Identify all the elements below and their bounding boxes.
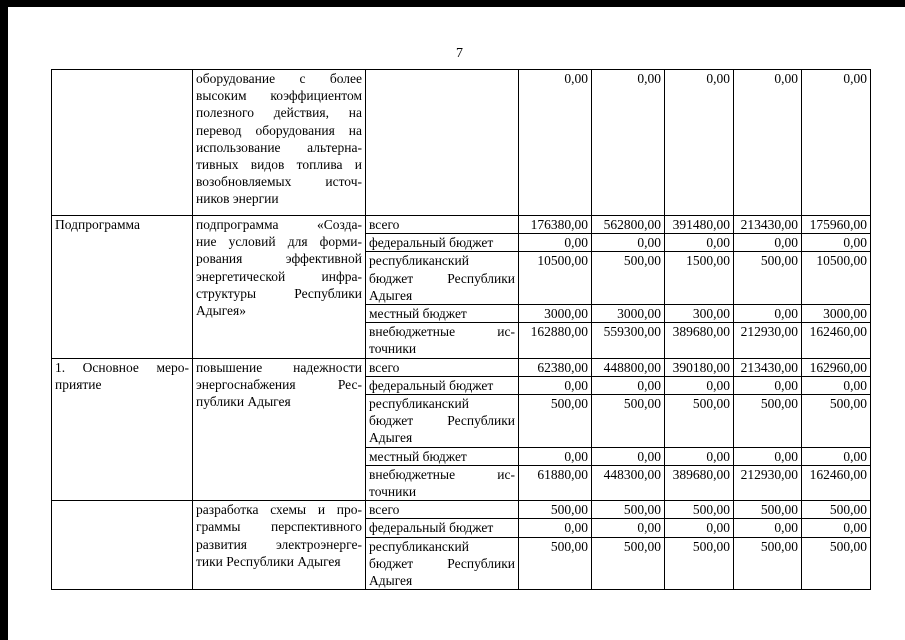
amount-cell: 0,00 bbox=[734, 234, 802, 252]
funding-source-cell bbox=[366, 358, 519, 376]
funding-source-cell bbox=[366, 537, 519, 590]
amount-cell: 500,00 bbox=[802, 501, 871, 519]
amount-cell: 0,00 bbox=[734, 376, 802, 394]
program-cell bbox=[52, 216, 193, 359]
amount-cell: 162960,00 bbox=[802, 358, 871, 376]
amount-cell: 390180,00 bbox=[665, 358, 734, 376]
amount-cell: 0,00 bbox=[734, 305, 802, 323]
funding-source-cell bbox=[366, 395, 519, 448]
program-cell bbox=[52, 501, 193, 590]
text-line: ников энергии bbox=[196, 191, 279, 207]
amount-cell: 0,00 bbox=[519, 447, 592, 465]
text-line: оборудование с более bbox=[196, 71, 362, 86]
amount-cell: 10500,00 bbox=[519, 252, 592, 305]
amount-cell: 176380,00 bbox=[519, 216, 592, 234]
funding-source-cell bbox=[366, 465, 519, 500]
funding-source-cell bbox=[366, 70, 519, 216]
amount-cell: 0,00 bbox=[734, 519, 802, 537]
text-line: республиканский bbox=[369, 396, 469, 412]
text-line: полезного действия, на bbox=[196, 105, 362, 121]
amount-cell: 448800,00 bbox=[592, 358, 665, 376]
amount-cell: 500,00 bbox=[734, 537, 802, 590]
description-cell bbox=[193, 501, 366, 590]
funding-source-cell bbox=[366, 323, 519, 358]
funding-source-cell bbox=[366, 447, 519, 465]
text-line: внебюджетные ис- bbox=[369, 466, 515, 482]
text-line: разработка схемы и про- bbox=[196, 502, 362, 518]
amount-cell: 389680,00 bbox=[665, 323, 734, 358]
funding-source-cell bbox=[366, 216, 519, 234]
amount-cell: 61880,00 bbox=[519, 465, 592, 500]
text-line: бюджет Республики bbox=[369, 413, 515, 429]
amount-cell: 0,00 bbox=[802, 376, 871, 394]
text-line: подпрограмма «Созда- bbox=[196, 217, 362, 232]
funding-source-cell bbox=[366, 234, 519, 252]
description-cell bbox=[193, 216, 366, 359]
amount-cell: 0,00 bbox=[665, 70, 734, 216]
text-line: всего bbox=[369, 359, 400, 375]
amount-cell: 500,00 bbox=[592, 395, 665, 448]
amount-cell: 0,00 bbox=[734, 70, 802, 216]
amount-cell: 500,00 bbox=[665, 395, 734, 448]
amount-cell: 391480,00 bbox=[665, 216, 734, 234]
text-line: приятие bbox=[55, 376, 102, 392]
page-number: 7 bbox=[456, 46, 463, 61]
amount-cell: 0,00 bbox=[665, 519, 734, 537]
amount-cell: 500,00 bbox=[734, 501, 802, 519]
text-line: республиканский bbox=[369, 253, 469, 269]
text-line: всего bbox=[369, 502, 400, 518]
amount-cell: 562800,00 bbox=[592, 216, 665, 234]
amount-cell: 0,00 bbox=[592, 447, 665, 465]
amount-cell: 500,00 bbox=[665, 501, 734, 519]
text-line: Адыгея bbox=[369, 573, 413, 589]
amount-cell: 500,00 bbox=[665, 537, 734, 590]
text-line: тивных видов топлива и bbox=[196, 157, 362, 173]
description-cell bbox=[193, 358, 366, 501]
amount-cell: 1500,00 bbox=[665, 252, 734, 305]
text-line: ние условий для форми- bbox=[196, 234, 362, 250]
text-line: развития электроэнерге- bbox=[196, 536, 362, 552]
program-cell bbox=[52, 358, 193, 501]
amount-cell: 162460,00 bbox=[802, 323, 871, 358]
amount-cell: 0,00 bbox=[592, 234, 665, 252]
text-line: Адыгея» bbox=[196, 303, 246, 319]
amount-cell: 162880,00 bbox=[519, 323, 592, 358]
text-line: Адыгея bbox=[369, 430, 413, 446]
text-line: высоким коэффициентом bbox=[196, 88, 362, 104]
text-line: федеральный бюджет bbox=[369, 235, 494, 251]
amount-cell: 10500,00 bbox=[802, 252, 871, 305]
text-line: повышение надежности bbox=[196, 359, 362, 375]
text-line: возобновляемых источ- bbox=[196, 174, 362, 190]
amount-cell: 0,00 bbox=[592, 70, 665, 216]
amount-cell: 0,00 bbox=[802, 70, 871, 216]
program-cell bbox=[52, 70, 193, 216]
table-row bbox=[52, 501, 871, 519]
text-line: местный бюджет bbox=[369, 448, 467, 464]
text-line: структуры Республики bbox=[196, 285, 362, 301]
text-line: точники bbox=[369, 341, 417, 357]
text-line: рования эффективной bbox=[196, 251, 362, 267]
amount-cell: 0,00 bbox=[734, 447, 802, 465]
amount-cell: 500,00 bbox=[519, 395, 592, 448]
amount-cell: 0,00 bbox=[592, 519, 665, 537]
amount-cell: 0,00 bbox=[519, 70, 592, 216]
amount-cell: 500,00 bbox=[519, 537, 592, 590]
document-page bbox=[8, 7, 905, 640]
text-line: федеральный бюджет bbox=[369, 377, 494, 393]
amount-cell: 0,00 bbox=[802, 234, 871, 252]
amount-cell: 3000,00 bbox=[802, 305, 871, 323]
text-line: энергетической инфра- bbox=[196, 268, 362, 284]
budget-table bbox=[51, 69, 871, 590]
text-line: бюджет Республики bbox=[369, 270, 515, 286]
text-line: бюджет Республики bbox=[369, 555, 515, 571]
amount-cell: 500,00 bbox=[592, 252, 665, 305]
text-line: энергоснабжения Рес- bbox=[196, 376, 362, 392]
text-line: использование альтерна- bbox=[196, 139, 362, 155]
amount-cell: 212930,00 bbox=[734, 465, 802, 500]
amount-cell: 0,00 bbox=[665, 376, 734, 394]
table-row bbox=[52, 358, 871, 376]
table-row bbox=[52, 70, 871, 216]
amount-cell: 0,00 bbox=[519, 519, 592, 537]
amount-cell: 559300,00 bbox=[592, 323, 665, 358]
text-line: местный бюджет bbox=[369, 306, 467, 322]
amount-cell: 162460,00 bbox=[802, 465, 871, 500]
amount-cell: 500,00 bbox=[802, 395, 871, 448]
text-line: федеральный бюджет bbox=[369, 520, 494, 536]
amount-cell: 500,00 bbox=[734, 395, 802, 448]
text-line: точники bbox=[369, 484, 417, 500]
text-line: всего bbox=[369, 217, 400, 232]
funding-source-cell bbox=[366, 519, 519, 537]
funding-source-cell bbox=[366, 376, 519, 394]
amount-cell: 448300,00 bbox=[592, 465, 665, 500]
amount-cell: 500,00 bbox=[734, 252, 802, 305]
amount-cell: 0,00 bbox=[665, 447, 734, 465]
funding-source-cell bbox=[366, 305, 519, 323]
amount-cell: 3000,00 bbox=[592, 305, 665, 323]
text-line: публики Адыгея bbox=[196, 394, 291, 410]
amount-cell: 500,00 bbox=[592, 501, 665, 519]
amount-cell: 0,00 bbox=[519, 234, 592, 252]
amount-cell: 0,00 bbox=[802, 519, 871, 537]
amount-cell: 500,00 bbox=[592, 537, 665, 590]
description-cell bbox=[193, 70, 366, 216]
text-line: 1. Основное меро- bbox=[55, 359, 189, 375]
table-row bbox=[52, 216, 871, 234]
amount-cell: 389680,00 bbox=[665, 465, 734, 500]
text-line: перевод оборудования на bbox=[196, 122, 362, 138]
amount-cell: 300,00 bbox=[665, 305, 734, 323]
text-line: граммы перспективного bbox=[196, 519, 362, 535]
funding-source-cell bbox=[366, 501, 519, 519]
amount-cell: 0,00 bbox=[519, 376, 592, 394]
amount-cell: 500,00 bbox=[802, 537, 871, 590]
amount-cell: 213430,00 bbox=[734, 358, 802, 376]
amount-cell: 3000,00 bbox=[519, 305, 592, 323]
amount-cell: 0,00 bbox=[802, 447, 871, 465]
funding-source-cell bbox=[366, 252, 519, 305]
text-line: тики Республики Адыгея bbox=[196, 553, 341, 569]
amount-cell: 175960,00 bbox=[802, 216, 871, 234]
amount-cell: 500,00 bbox=[519, 501, 592, 519]
text-line: внебюджетные ис- bbox=[369, 324, 515, 340]
text-line: Адыгея bbox=[369, 287, 413, 303]
amount-cell: 213430,00 bbox=[734, 216, 802, 234]
text-line: Подпрограмма bbox=[55, 217, 140, 232]
amount-cell: 0,00 bbox=[665, 234, 734, 252]
text-line: республиканский bbox=[369, 538, 469, 554]
amount-cell: 212930,00 bbox=[734, 323, 802, 358]
amount-cell: 0,00 bbox=[592, 376, 665, 394]
amount-cell: 62380,00 bbox=[519, 358, 592, 376]
